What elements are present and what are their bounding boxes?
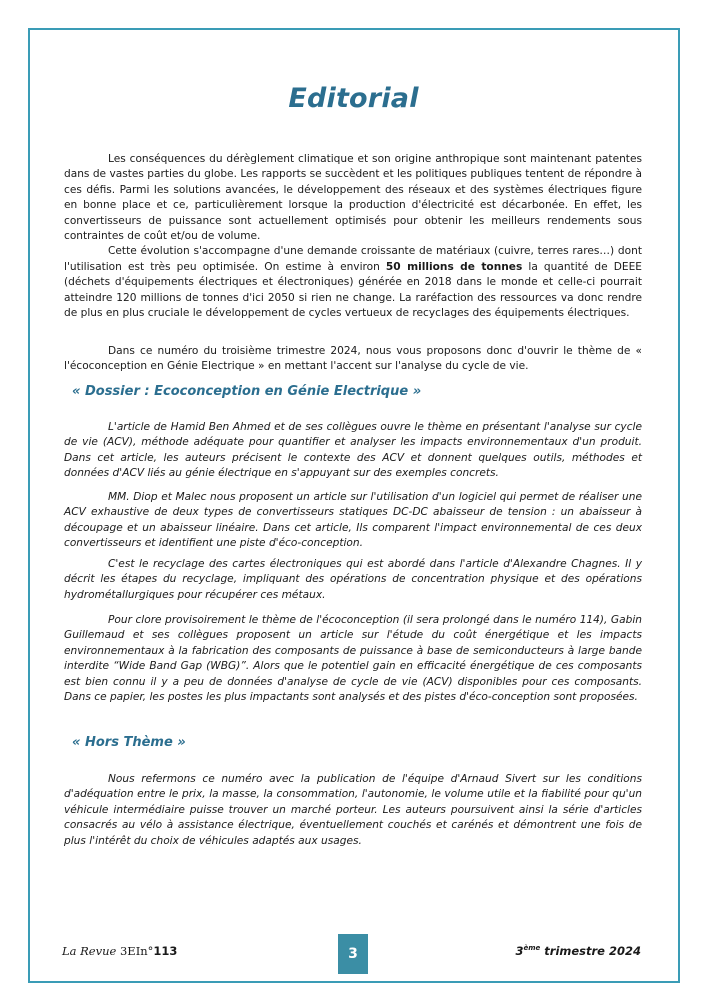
intro-paragraph-2 bbox=[64, 244, 642, 321]
footer-quarter-number: 3 bbox=[515, 944, 524, 958]
dossier-p3-text: C'est le recyclage des cartes électroniques qui est abordé dans l'article d'Alexandre Chagnes. Il y décrit les étapes du recyclage, impliquant des opérations de concentration physique et des opérations hydrométallurgiques pour récupérer ces métaux. bbox=[64, 558, 642, 601]
intro-p2-highlight: 50 millions de tonnes bbox=[385, 260, 523, 273]
intro-text-2 bbox=[64, 344, 642, 375]
intro-p2-after: la quantité de DEEE (déchets d'équipements électriques et électroniques) générée en 2018 dans le monde et celle-ci pourrait atteindre 120 millions de tonnes d'ici 2050 si rien ne change. La raréfaction des ressources va donc rendre de plus en plus cruciale le développement de cycles vertueux de recyclages des équipements électriques. bbox=[64, 260, 642, 320]
section-heading-dossier: « Dossier : Ecoconception en Génie Electrique » bbox=[72, 384, 422, 399]
dossier-p2-text: MM. Diop et Malec nous proposent un article sur l'utilisation d'un logiciel qui permet de réaliser une ACV exhaustive de deux types de convertisseurs statiques DC-DC abaisseur de tension : un abaisseur à découpage et un abaisseur linéaire. Dans cet article, Ils comparent l'impact environnemental de ces deux convertisseurs et identifient une piste d'éco-conception. bbox=[64, 491, 642, 550]
dossier-p4-text: Pour clore provisoirement le thème de l'écoconception (il sera prolongé dans le numéro 114), Gabin Guillemaud et ses collègues proposent un article sur l'étude du coût énergétique et les impacts environnementaux à la fabrication des composants de puissance à base de semiconducteurs à large bande interdite “Wide Band Gap (WBG)”. Alors que le potentiel gain en efficacité énergétique de ces composants est bien connu il y a peu de données d'analyse de cycle de vie (ACV) disponibles pour ces composants. Dans ce papier, les postes les plus impactants sont analysés et des pistes d'éco-conception sont proposées. bbox=[64, 614, 642, 704]
footer-brand: 3EI bbox=[119, 944, 141, 958]
hors-theme-paragraph bbox=[64, 772, 642, 849]
hors-theme-p1-text: Nous refermons ce numéro avec la publication de l'équipe d'Arnaud Sivert sur les conditions d'adéquation entre le prix, la masse, la consommation, l'autonomie, le volume utile et la fiabilité pour qu'un véhicule intermédiaire puisse trouver un marché porteur. Les auteurs poursuivent ainsi la série d'articles consacrés au vélo à assistance électrique, éventuellement couchés et carénés et démontrent une fois de plus l'intérêt du choix de véhicules adaptés aux usages. bbox=[64, 773, 642, 847]
footer-quarter-suffix: ème bbox=[523, 944, 541, 953]
dossier-p1-text: L'article de Hamid Ben Ahmed et de ses collègues ouvre le thème en présentant l'analyse sur cycle de vie (ACV), méthode adéquate pour quantifier et analyser les impacts environnementaux d'un produit. Dans cet article, les auteurs précisent le contexte des ACV et donnent quelques outils, méthodes et données d'ACV liés au génie électrique en s'appuyant sur des exemples concrets. bbox=[64, 421, 642, 480]
intro-p2-before: Cette évolution s'accompagne d'une demande croissante de matériaux (cuivre, terres rares…) dont l'utilisation est très peu optimisée. On estime à environ bbox=[64, 245, 642, 273]
intro-paragraph-1: Les conséquences du dérèglement climatique et son origine anthropique sont maintenant patentes dans de vastes parties du globe. Les rapports se succèdent et les politiques publiques tentent de répondre à ces défis. Parmi les solutions avancées, le développement des réseaux et des systèmes électriques figure en bonne place et ce, particulièrement lorsque la production d'électricité est décarbonée. En effet, les convertisseurs de puissance sont actuellement optimisés pour obtenir les meilleurs rendements sous contraintes de coût et/ou de volume. bbox=[64, 153, 642, 243]
footer-issue-prefix: n° bbox=[140, 944, 154, 958]
footer-journal bbox=[62, 944, 177, 958]
dossier-paragraph-3 bbox=[64, 557, 642, 603]
dossier-paragraph-4 bbox=[64, 613, 642, 705]
footer-issue-number: 113 bbox=[153, 944, 178, 958]
footer-journal-name: La Revue bbox=[62, 944, 117, 958]
section-heading-hors-theme: « Hors Thème » bbox=[72, 735, 186, 750]
intro-text bbox=[64, 152, 642, 321]
footer-quarter-rest: trimestre 2024 bbox=[540, 944, 641, 958]
dossier-paragraph-1 bbox=[64, 420, 642, 482]
dossier-paragraph-2 bbox=[64, 490, 642, 552]
intro-paragraph-3: Dans ce numéro du troisième trimestre 2024, nous vous proposons donc d'ouvrir le thème de « l'écoconception en Génie Electrique » en mettant l'accent sur l'analyse du cycle de vie. bbox=[64, 345, 642, 373]
page-title: Editorial bbox=[288, 83, 419, 114]
footer-quarter bbox=[515, 944, 641, 958]
page-number-badge: 3 bbox=[338, 934, 368, 974]
